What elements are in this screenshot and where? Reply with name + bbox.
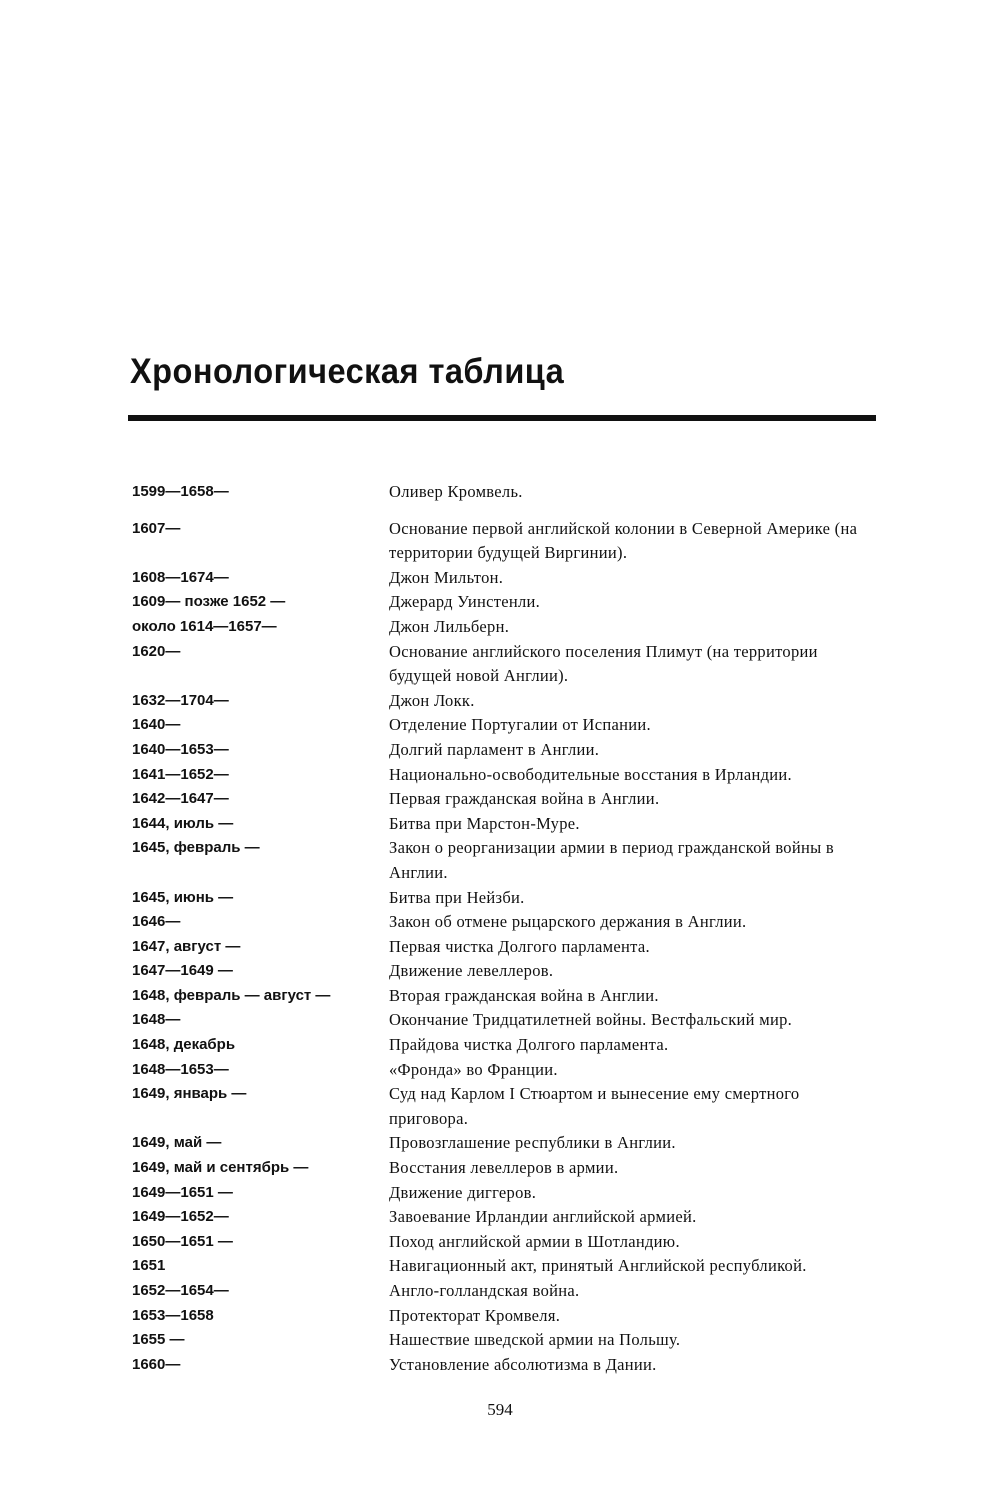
table-row xyxy=(132,615,880,640)
chronology-table xyxy=(132,480,880,1377)
row-event: Протекторат Кромвеля. xyxy=(389,1305,561,1325)
table-row xyxy=(132,1353,880,1378)
table-row xyxy=(132,1304,880,1329)
row-event: Завоевание Ирландии английской армией. xyxy=(389,1207,697,1227)
table-row xyxy=(132,959,880,984)
table-row xyxy=(132,812,880,837)
row-event: Движение диггеров. xyxy=(389,1182,537,1202)
row-date: 1599—1658— xyxy=(132,483,229,500)
row-event: Битва при Нейзби. xyxy=(389,887,525,907)
row-event: Долгий парламент в Англии. xyxy=(389,739,600,759)
table-row xyxy=(132,1033,880,1058)
table-row xyxy=(132,1131,880,1156)
row-date: 1648—1653— xyxy=(132,1060,229,1078)
table-row xyxy=(132,1254,880,1279)
row-date: 1642—1647— xyxy=(132,790,229,808)
row-event: Основание первой английской колонии в Северной Америке (на территории будущей Виргинии). xyxy=(389,518,858,563)
row-event: Битва при Марстон-Муре. xyxy=(389,813,580,833)
row-date: 1651 xyxy=(132,1257,166,1275)
table-row xyxy=(132,763,880,788)
table-row xyxy=(132,984,880,1009)
table-row xyxy=(132,1058,880,1083)
row-date: 1649, январь — xyxy=(132,1085,247,1103)
row-event: «Фронда» во Франции. xyxy=(389,1059,558,1079)
row-event: Первая гражданская война в Англии. xyxy=(389,789,660,809)
table-row xyxy=(132,566,880,591)
table-row xyxy=(132,836,880,885)
row-event: Навигационный акт, принятый Английской республикой. xyxy=(389,1256,807,1276)
row-date: 1645, февраль — xyxy=(132,839,260,857)
row-date: 1650—1651 — xyxy=(132,1232,233,1250)
row-date: 1607— xyxy=(132,519,181,537)
table-row xyxy=(132,1230,880,1255)
table-row xyxy=(132,1205,880,1230)
table-row xyxy=(132,713,880,738)
page-number: 594 xyxy=(487,1400,513,1419)
row-date: 1653—1658 xyxy=(132,1306,214,1324)
table-row xyxy=(132,1181,880,1206)
row-event: Закон об отмене рыцарского держания в Англии. xyxy=(389,912,747,932)
row-event: Джерард Уинстенли. xyxy=(389,592,541,612)
row-date: 1647—1649 — xyxy=(132,962,233,980)
table-row xyxy=(132,1279,880,1304)
row-event: Нашествие шведской армии на Польшу. xyxy=(389,1330,681,1350)
row-date: 1608—1674— xyxy=(132,568,229,586)
row-date: 1641—1652— xyxy=(132,765,229,783)
table-row xyxy=(132,910,880,935)
row-date: 1660— xyxy=(132,1355,181,1373)
row-date: 1648, февраль — август — xyxy=(132,986,331,1004)
row-event: Поход английской армии в Шотландию. xyxy=(389,1231,680,1251)
row-date: 1649, май — xyxy=(132,1134,222,1152)
row-date: 1649—1652— xyxy=(132,1208,229,1226)
table-row xyxy=(132,1082,880,1131)
table-row xyxy=(132,689,880,714)
row-event: Первая чистка Долгого парламента. xyxy=(389,936,650,956)
table-row xyxy=(132,517,880,566)
row-date: 1644, июль — xyxy=(132,814,234,832)
table-row xyxy=(132,480,880,505)
row-date: 1640—1653— xyxy=(132,740,229,758)
table-row xyxy=(132,787,880,812)
row-date: 1632—1704— xyxy=(132,691,229,709)
row-date: 1640— xyxy=(132,716,181,734)
table-row xyxy=(132,886,880,911)
row-date: 1649, май и сентябрь — xyxy=(132,1159,309,1177)
row-event: Вторая гражданская война в Англии. xyxy=(389,985,659,1005)
table-row xyxy=(132,1328,880,1353)
row-event: Оливер Кромвель. xyxy=(389,482,523,501)
table-row xyxy=(132,590,880,615)
row-event: Основание английского поселения Плимут (на территории будущей новой Англии). xyxy=(389,641,818,686)
row-event: Суд над Карлом I Стюартом и вынесение ему смертного приговора. xyxy=(389,1084,800,1128)
table-row xyxy=(132,640,880,689)
row-event: Национально-освободительные восстания в Ирландии. xyxy=(389,764,792,784)
row-date: 1652—1654— xyxy=(132,1282,229,1299)
row-date: 1647, август — xyxy=(132,937,241,955)
row-event: Джон Локк. xyxy=(389,690,475,710)
page-title: Хронологическая таблица xyxy=(130,352,565,391)
row-event: Движение левеллеров. xyxy=(389,961,554,981)
row-event: Установление абсолютизма в Дании. xyxy=(389,1354,657,1374)
row-event: Окончание Тридцатилетней войны. Вестфальский мир. xyxy=(389,1010,793,1030)
row-event: Прайдова чистка Долгого парламента. xyxy=(389,1035,669,1055)
title-rule xyxy=(128,415,876,421)
row-date: 1649—1651 — xyxy=(132,1183,233,1201)
row-date: 1655 — xyxy=(132,1331,185,1349)
row-date: 1609— позже 1652 — xyxy=(132,593,286,611)
row-date: около 1614—1657— xyxy=(132,617,277,635)
row-event: Англо-голландская война. xyxy=(389,1281,580,1300)
row-date: 1620— xyxy=(132,642,181,660)
table-row xyxy=(132,935,880,960)
row-date: 1646— xyxy=(132,913,181,931)
row-event: Провозглашение республики в Англии. xyxy=(389,1133,676,1153)
table-row xyxy=(132,1156,880,1181)
row-date: 1648— xyxy=(132,1011,181,1029)
row-date: 1645, июнь — xyxy=(132,888,234,906)
table-row xyxy=(132,1008,880,1033)
row-date: 1648, декабрь xyxy=(132,1036,236,1054)
row-event: Джон Мильтон. xyxy=(389,567,504,587)
row-event: Джон Лильберн. xyxy=(389,616,510,636)
table-row xyxy=(132,738,880,763)
row-event: Восстания левеллеров в армии. xyxy=(389,1158,619,1178)
row-event: Отделение Португалии от Испании. xyxy=(389,715,651,735)
row-event: Закон о реорганизации армии в период гражданской войны в Англии. xyxy=(389,838,835,882)
